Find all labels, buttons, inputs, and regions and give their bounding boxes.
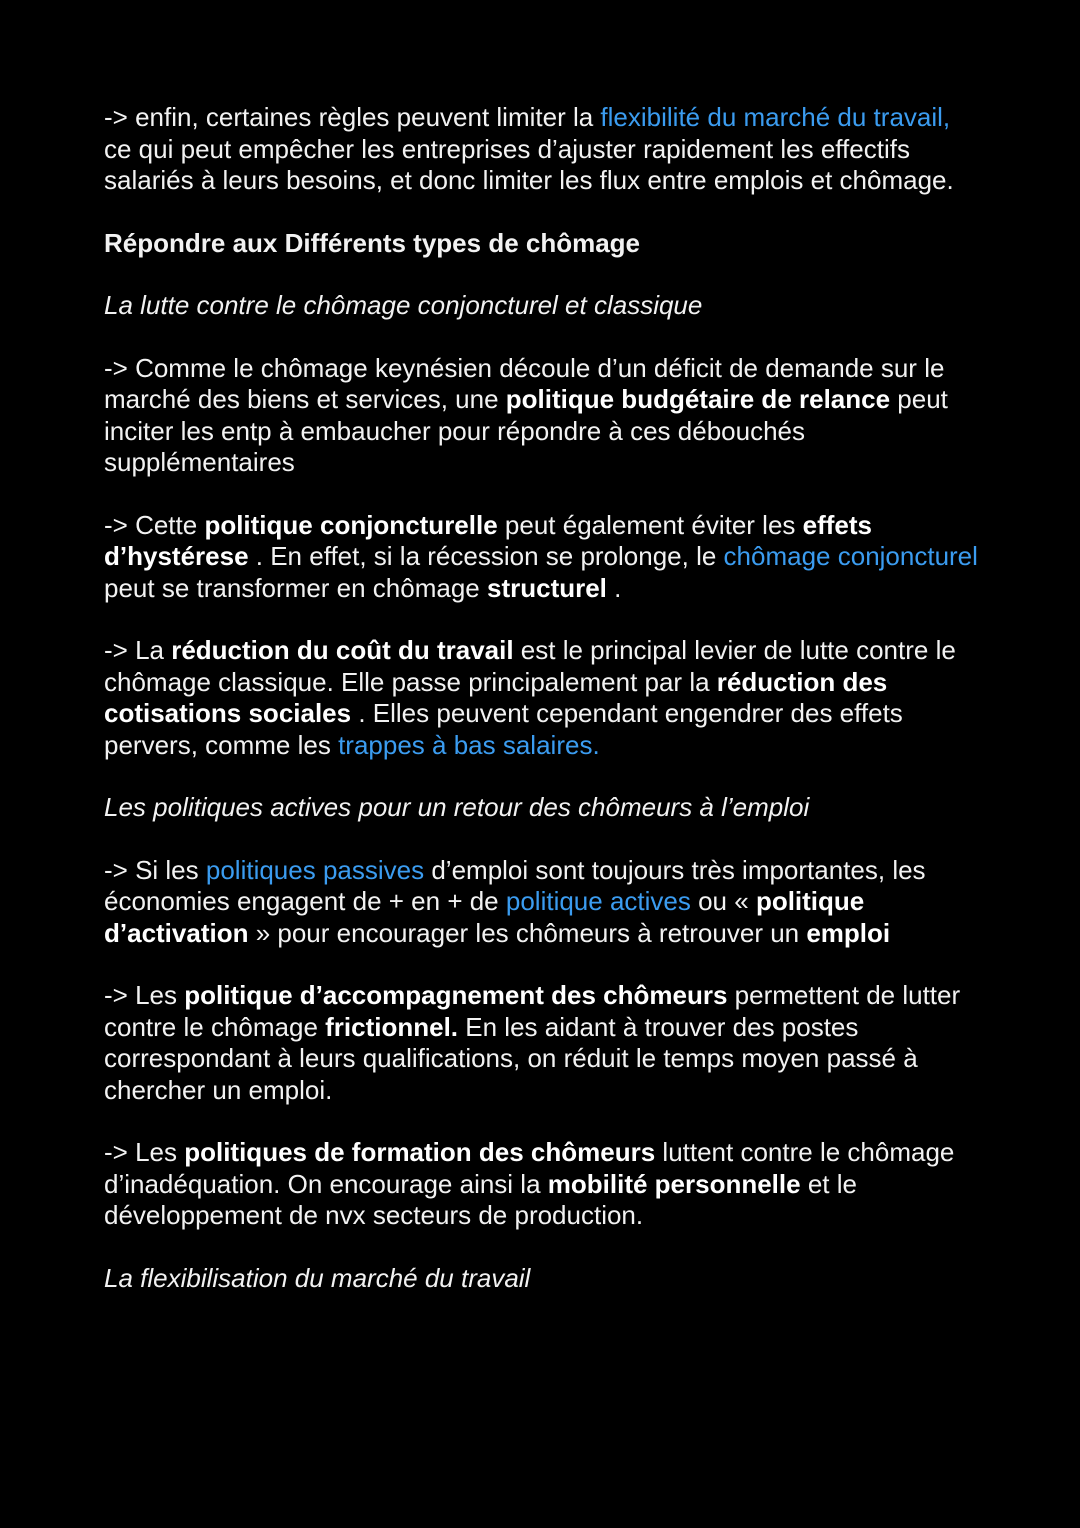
- highlight-politiques-passives: politiques passives: [205, 854, 425, 885]
- section-heading: Répondre aux Différents types de chômage: [104, 227, 641, 258]
- subheading-politiques-actives: Les politiques actives pour un retour des chômeurs à l’emploi: [104, 792, 810, 822]
- paragraph-flexibilite: -> enfin, certaines règles peuvent limiter la flexibilité du marché du travail, ce qui peut empêcher les entreprises d’ajuster rapidement les effectifs salariés à leurs besoins, et donc limiter les flux entre emplois et chômage.: [104, 102, 954, 195]
- highlight-chomage-conjoncturel: chômage conjoncturel: [723, 541, 978, 571]
- paragraph-relance: -> Comme le chômage keynésien découle d’un déficit de demande sur le marché des biens et services, une politique budgétaire de relance peut inciter les entp à embaucher pour répondre à ces débouchés supplémentaires: [104, 352, 948, 477]
- paragraph-hysterese: -> Cette politique conjoncturelle peut également éviter les effets d’hystérese . En effet, si la récession se prolonge, le chômage conjoncturel peut se transformer en chômage structurel .: [104, 509, 978, 603]
- paragraph-formation: -> Les politiques de formation des chômeurs luttent contre le chômage d’inadéquation. On encourage ainsi la mobilité personnelle et le développement de nvx secteurs de production.: [104, 1137, 955, 1230]
- highlight-politique-actives: politique actives: [505, 886, 691, 916]
- highlight-trappes: trappes à bas salaires.: [338, 729, 600, 760]
- paragraph-politiques-passives: -> Si les politiques passives d’emploi sont toujours très importantes, les économies engagent de + en + de politique actives ou « politique d’activation » pour encourager les chômeurs à retrouver un emploi: [104, 854, 926, 948]
- highlight-flexibilite: flexibilité du marché du travail,: [600, 102, 951, 132]
- document-page: [104, 102, 984, 1325]
- subheading-flexibilisation: La flexibilisation du marché du travail: [104, 1262, 531, 1293]
- subheading-conjoncturel-classique: La lutte contre le chômage conjoncturel et classique: [104, 290, 703, 320]
- paragraph-cout-travail: -> La réduction du coût du travail est le principal levier de lutte contre le chômage classique. Elle passe principalement par la réduction des cotisations sociales . Elles peuvent cependant engendrer des effets pervers, comme les trappes à bas salaires.: [104, 635, 956, 760]
- paragraph-accompagnement: -> Les politique d’accompagnement des chômeurs permettent de lutter contre le chômage frictionnel. En les aidant à trouver des postes correspondant à leurs qualifications, on réduit le temps moyen passé à chercher un emploi.: [104, 980, 961, 1105]
